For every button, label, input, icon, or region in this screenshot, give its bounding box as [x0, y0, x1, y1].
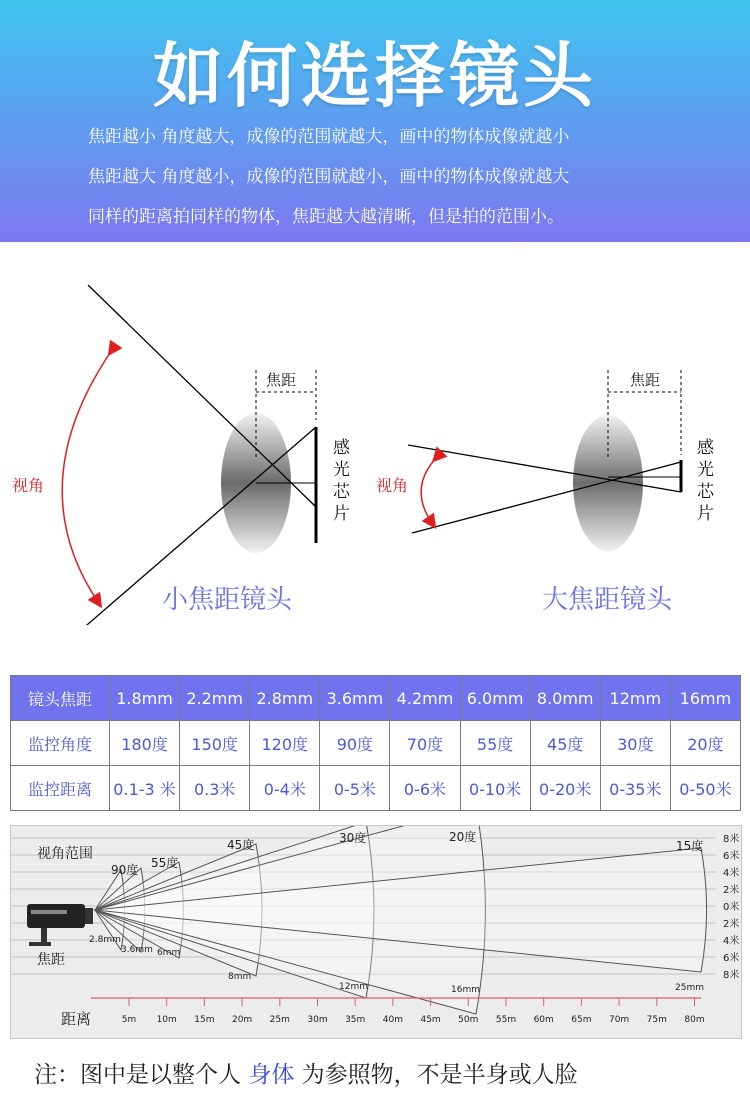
fov-side-label: 8米 [723, 970, 740, 981]
right-sensor-char-2: 光 [697, 460, 714, 480]
fov-chart-svg [11, 826, 741, 1038]
footnote-highlight: 身体 [248, 1062, 295, 1088]
footnote-prefix: 注：图中是以整个人 [34, 1062, 249, 1088]
left-focal-label: 焦距 [266, 371, 297, 389]
distance-tick-label: 10m [156, 1015, 177, 1025]
table-cell: 6.0mm [460, 676, 530, 721]
table-cell: 0-50米 [670, 766, 740, 811]
right-angle-arc [421, 457, 437, 523]
lens-diagram [0, 270, 750, 625]
left-sensor-char-3: 芯 [333, 482, 350, 502]
distance-tick-label: 5m [121, 1015, 137, 1025]
fov-angle-label: 15度 [676, 839, 704, 853]
large-focal-lens-group [376, 370, 719, 615]
left-sensor-char-4: 片 [333, 504, 350, 524]
distance-tick-label: 35m [345, 1015, 366, 1025]
right-focal-label: 焦距 [630, 371, 661, 389]
distance-tick-label: 45m [420, 1015, 441, 1025]
left-angle-arc [62, 350, 112, 602]
table-cell: 55度 [460, 721, 530, 766]
distance-tick-label: 80m [684, 1015, 705, 1025]
table-cell: 30度 [600, 721, 670, 766]
table-cell: 2.8mm [250, 676, 320, 721]
fov-beams [95, 826, 707, 1014]
fov-mm-label: 12mm [339, 982, 368, 992]
table-cell: 150度 [180, 721, 250, 766]
fov-angle-label: 30度 [339, 831, 367, 845]
right-sensor-char-3: 芯 [697, 482, 714, 502]
table-cell: 45度 [530, 721, 600, 766]
distance-tick-label: 40m [382, 1015, 404, 1025]
page-title: 如何选择镜头 [153, 35, 597, 117]
table-row-angle [11, 721, 741, 766]
table-cell: 0-10米 [460, 766, 530, 811]
fov-mm-label: 25mm [675, 983, 704, 993]
fov-chart [10, 825, 742, 1039]
fov-title: 视角范围 [37, 846, 93, 862]
row-label-focal: 镜头焦距 [11, 676, 110, 721]
fov-distance-label: 距离 [61, 1010, 92, 1028]
fov-angle-label: 90度 [111, 863, 139, 877]
fov-mm-label: 8mm [228, 972, 252, 982]
table-cell: 20度 [670, 721, 740, 766]
table-cell: 12mm [600, 676, 670, 721]
table-cell: 0-35米 [600, 766, 670, 811]
fov-mm-label: 2.8mm [89, 935, 121, 945]
fov-side-label: 2米 [723, 885, 740, 896]
fov-side-label: 8米 [723, 834, 740, 845]
distance-ticks [122, 998, 705, 1025]
fov-side-labels [723, 832, 739, 981]
table-cell: 4.2mm [390, 676, 460, 721]
distance-tick-label: 15m [194, 1015, 215, 1025]
left-ray-top [88, 285, 316, 507]
table-cell: 180度 [110, 721, 180, 766]
right-caption: 大焦距镜头 [542, 585, 673, 615]
table-cell: 120度 [250, 721, 320, 766]
distance-tick-label: 75m [646, 1015, 667, 1025]
footnote-suffix: 为参照物，不是半身或人脸 [294, 1062, 578, 1088]
distance-tick-label: 25m [269, 1015, 290, 1025]
left-sensor-char-1: 感 [333, 438, 350, 458]
description-line-2: 焦距越大 角度越小，成像的范围就越小，画中的物体成像就越大 [88, 167, 570, 187]
table-cell: 3.6mm [320, 676, 390, 721]
table-cell: 16mm [670, 676, 740, 721]
table-cell: 2.2mm [180, 676, 250, 721]
distance-tick-label: 65m [571, 1015, 592, 1025]
fov-side-label: 6米 [723, 953, 740, 964]
small-focal-lens-group [12, 285, 355, 625]
right-angle-label: 视角 [376, 476, 409, 495]
fov-mm-label: 3.6mm [121, 945, 153, 955]
fov-side-label: 6米 [723, 851, 740, 862]
distance-tick-label: 60m [533, 1015, 554, 1025]
distance-tick-label: 55m [495, 1015, 517, 1025]
left-sensor-char-2: 光 [333, 460, 350, 480]
table-cell: 90度 [320, 721, 390, 766]
row-label-angle: 监控角度 [11, 721, 110, 766]
fov-side-label: 4米 [723, 868, 740, 879]
fov-angle-label: 45度 [227, 838, 255, 852]
table-cell: 0-20米 [530, 766, 600, 811]
fov-mm-label: 16mm [451, 985, 480, 995]
table-row-distance [11, 766, 741, 811]
distance-tick-label: 70m [608, 1015, 630, 1025]
description-line-3: 同样的距离拍同样的物体，焦距越大越清晰，但是拍的范围小。 [88, 207, 564, 227]
table-cell: 0-5米 [320, 766, 390, 811]
table-cell: 0.3米 [180, 766, 250, 811]
table-cell: 70度 [390, 721, 460, 766]
fov-side-label: 4米 [723, 936, 740, 947]
left-angle-label: 视角 [12, 476, 45, 495]
distance-tick-label: 30m [307, 1015, 328, 1025]
left-sensor-label [333, 438, 355, 524]
left-caption: 小焦距镜头 [162, 585, 293, 615]
fov-focal-label: 焦距 [37, 952, 65, 968]
table-cell: 0.1-3 米 [110, 766, 180, 811]
table-row-focal [11, 676, 741, 721]
table-cell: 0-6米 [390, 766, 460, 811]
fov-side-label: 2米 [723, 919, 740, 930]
fov-mm-label: 6mm [157, 948, 181, 958]
description-line-1: 焦距越小 角度越大，成像的范围就越大，画中的物体成像就越小 [88, 127, 570, 147]
distance-tick-label: 50m [458, 1015, 479, 1025]
table-cell: 1.8mm [110, 676, 180, 721]
row-label-distance: 监控距离 [11, 766, 110, 811]
table-cell: 8.0mm [530, 676, 600, 721]
right-sensor-label [697, 438, 719, 524]
footnote [34, 1056, 578, 1089]
right-sensor-char-1: 感 [697, 438, 714, 458]
lens-spec-table [10, 675, 741, 811]
header-banner [0, 0, 750, 242]
table-cell: 0-4米 [250, 766, 320, 811]
fov-angle-label: 55度 [151, 856, 179, 870]
fov-angle-label: 20度 [449, 830, 477, 844]
distance-tick-label: 20m [231, 1015, 253, 1025]
right-sensor-char-4: 片 [697, 504, 714, 524]
fov-side-label: 0米 [723, 902, 740, 913]
